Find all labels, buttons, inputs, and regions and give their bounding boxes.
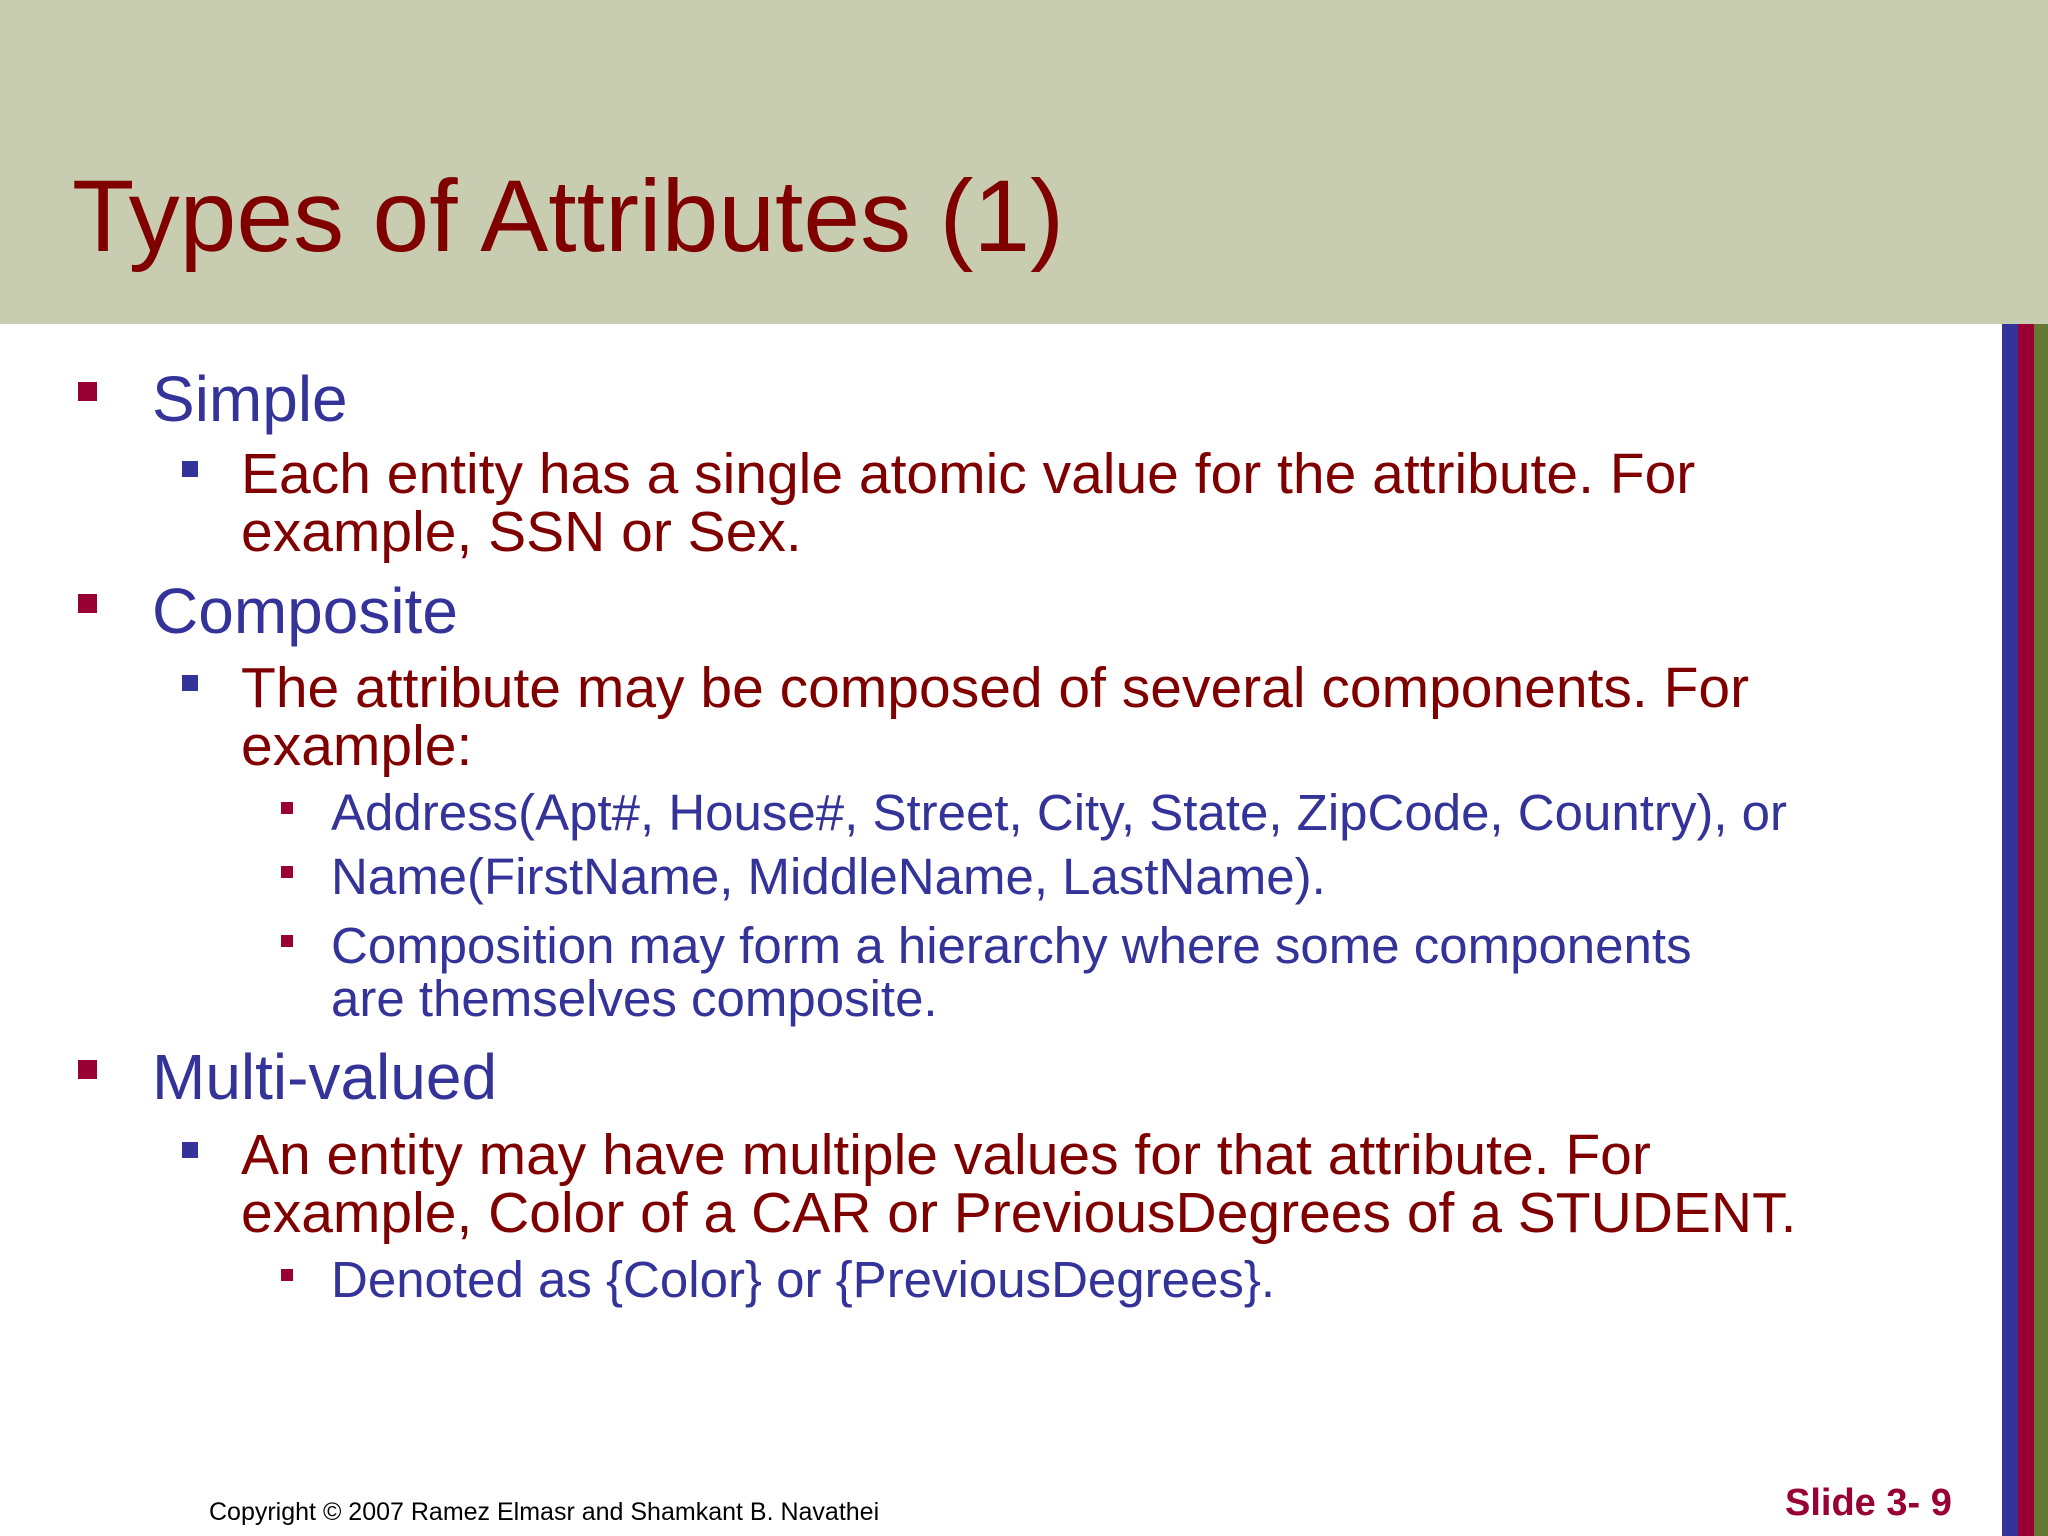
bullet-line: example: (241, 714, 473, 778)
sub-bullet-multi-valued-desc (241, 1123, 1797, 1245)
bullet-line: An entity may have multiple values for that attribute. For (241, 1123, 1651, 1187)
bullet-line: are themselves composite. (331, 970, 938, 1027)
bullet-text: Composite (152, 575, 458, 647)
bullet-text: Multi-valued (152, 1041, 498, 1113)
right-stripe-red (2018, 324, 2034, 1536)
sub-sub-bullet-hierarchy (331, 919, 1692, 1025)
bullet-square-icon (182, 1142, 198, 1158)
bullet-square-icon (281, 935, 293, 947)
bullet-line: The attribute may be composed of several components. For (241, 656, 1750, 720)
slide-number: Slide 3- 9 (1785, 1482, 1952, 1524)
copyright-footer: Copyright © 2007 Ramez Elmasr and Shamkant B. Navathei (209, 1498, 880, 1526)
bullet-line: Composition may form a hierarchy where some components (331, 917, 1692, 974)
bullet-composite (152, 576, 458, 646)
bullet-text: Denoted as {Color} or {PreviousDegrees}. (331, 1251, 1276, 1308)
bullet-square-icon (78, 1060, 97, 1079)
slide-title: Types of Attributes (1) (72, 159, 1065, 273)
bullet-line: Each entity has a single atomic value for the attribute. For (241, 442, 1696, 506)
sub-sub-bullet-address (331, 786, 1787, 839)
bullet-line: example, SSN or Sex. (241, 500, 802, 564)
bullet-line: example, Color of a CAR or PreviousDegrees of a STUDENT. (241, 1181, 1797, 1245)
bullet-square-icon (182, 675, 198, 691)
bullet-square-icon (78, 594, 97, 613)
bullet-text: Simple (152, 363, 348, 435)
bullet-square-icon (281, 802, 293, 814)
bullet-square-icon (281, 1269, 293, 1281)
sub-bullet-simple-desc (241, 442, 1696, 564)
right-stripe-blue (2002, 324, 2018, 1536)
bullet-simple (152, 364, 348, 434)
bullet-square-icon (281, 866, 293, 878)
sub-bullet-composite-desc (241, 656, 1750, 778)
sub-sub-bullet-name (331, 850, 1326, 903)
bullet-square-icon (78, 382, 97, 401)
bullet-multi-valued (152, 1042, 497, 1112)
bullet-square-icon (182, 461, 198, 477)
sub-sub-bullet-denoted (331, 1253, 1275, 1306)
bullet-text: Address(Apt#, House#, Street, City, State, ZipCode, Country), or (331, 784, 1788, 841)
right-stripe-green (2034, 324, 2048, 1536)
bullet-text: Name(FirstName, MiddleName, LastName). (331, 848, 1326, 905)
